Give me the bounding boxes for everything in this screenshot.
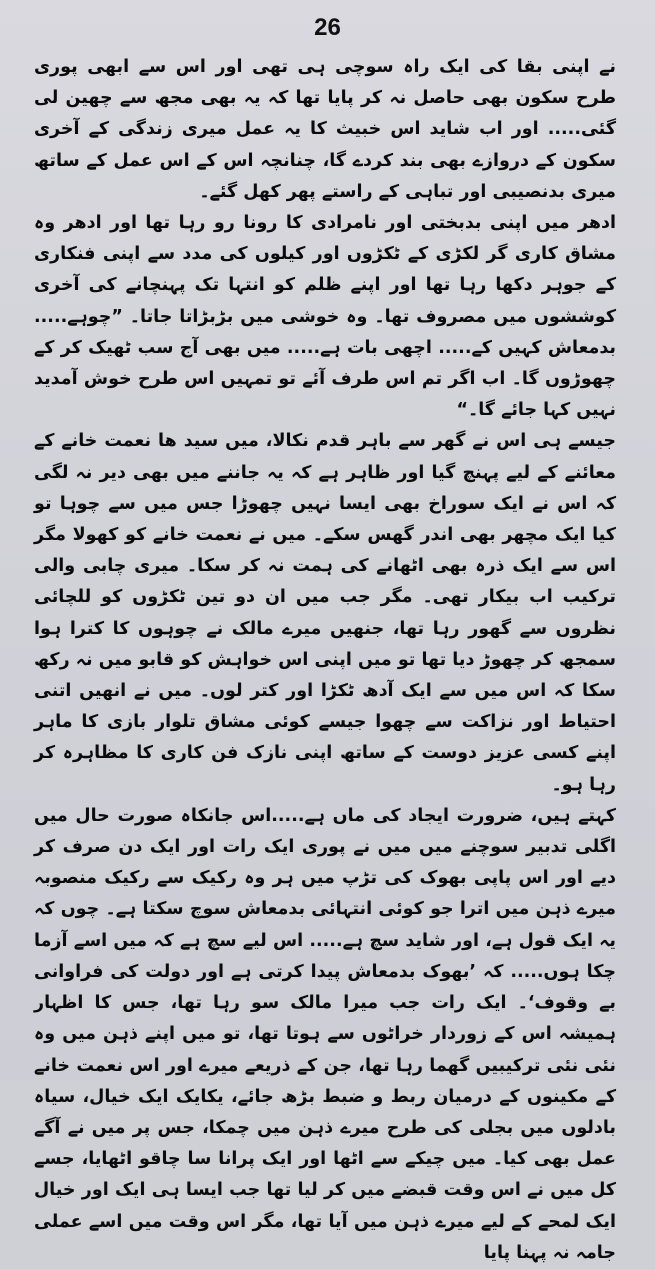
- paragraph-1: نے اپنی بقا کی ایک راہ سوچی ہی تھی اور اس سے ابھی پوری طرح سکون بھی حاصل نہ کر پایا تھا کہ یہ بھی مجھ سے چھین لی گئی..... اور اب شاید اس خبیث کا یہ عمل میری زندگی کے آخری سکون کے دروازے بھی بند کردے گا، چنانچہ اس کے اس عمل کے ساتھ میری بدنصیبی اور تباہی کے راستے پھر کھل گئے۔: [34, 57, 616, 202]
- paragraph-3: جیسے ہی اس نے گھر سے باہر قدم نکالا، میں سید ھا نعمت خانے کے معائنے کے لیے پہنچ گیا اور ظاہر ہے کہ یہ جاننے میں بھی دیر نہ لگی کہ اس نے ایک سوراخ بھی ایسا نہیں چھوڑا جس میں سے چوہا تو کیا ایک مچھر بھی اندر گھس سکے۔ میں نے نعمت خانے کو کھولا مگر اس سے ایک ذرہ بھی اٹھانے کی ہمت نہ کر سکا۔ میری چابی والی ترکیب اب بیکار تھی۔ مگر جب میں ان دو تین ٹکڑوں کو للچائی نظروں سے گھور رہا تھا، جنھیں میرے مالک نے چوہوں کا کترا ہوا سمجھ کر چھوڑ دیا تھا تو میں اپنی اس خواہش کو قابو میں نہ رکھ سکا کہ اس میں سے ایک آدھ ٹکڑا اور کتر لوں۔ میں نے انھیں اتنی احتیاط اور نزاکت سے چھوا جیسے کوئی مشاق تلوار بازی کا ماہر اپنے کسی عزیز دوست کے ساتھ اپنی نازک فن کاری کا مظاہرہ کر رہا ہو۔: [34, 431, 616, 795]
- paragraph-4: کہتے ہیں، ضرورت ایجاد کی ماں ہے.....اس جانکاہ صورت حال میں اگلی تدبیر سوچنے میں میں نے پوری ایک رات اور ایک دن صرف کر دیے اور اس پاپی بھوک کی تڑپ میں ہر وہ رکیک سے رکیک منصوبہ میرے ذہن میں اترا جو کوئی انتہائی بدمعاش سوچ سکتا ہے۔ چوں کہ یہ ایک قول ہے، اور شاید سچ ہے..... اس لیے سچ ہے کہ میں اسے آزما چکا ہوں..... کہ ’بھوک بدمعاش پیدا کرتی ہے اور دولت کی فراوانی بے وقوف‘۔ ایک رات جب میرا مالک سو رہا تھا، جس کا اظہار ہمیشہ اس کے زوردار خراٹوں سے ہوتا تھا، تو میں اپنے ذہن میں وہ نئی نئی ترکیبیں گھما رہا تھا، جن کے ذریعے میرے اور اس نعمت خانے کے مکینوں کے درمیان ربط و ضبط بڑھ جائے، یکایک ایک خیال، سیاہ بادلوں میں بجلی کی طرح میرے ذہن میں چمکا، جس پر میں نے آگے عمل بھی کیا۔ میں چیکے سے اٹھا اور ایک پرانا سا چاقو اٹھایا، جسے کل میں نے اس وقت قبضے میں کر لیا تھا جب ایسا ہی ایک اور خیال ایک لمحے کے لیے میرے ذہن میں آیا تھا، مگر اس وقت میں اسے عملی جامہ نہ پہنا پایا: [34, 805, 616, 1263]
- paragraph-2: ادھر میں اپنی بدبختی اور نامرادی کا رونا رو رہا تھا اور ادھر وہ مشاق کاری گر لکڑی کے ٹکڑوں اور کیلوں کی مدد سے اپنی فنکاری کے جوہر دکھا رہا تھا اور اپنے ظلم کو انتہا تک پہنچانے کی آخری کوششوں میں مصروف تھا۔ وہ خوشی میں بڑبڑاتا جاتا۔ ”چوہے..... بدمعاش کہیں کے..... اچھی بات ہے..... میں بھی آج سب ٹھیک کر کے چھوڑوں گا۔ اب اگر تم اس طرف آئے تو تمہیں اس طرح خوش آمدید نہیں کہا جائے گا۔“: [34, 213, 616, 421]
- page-body-text: [34, 52, 616, 1269]
- page-number: 26: [314, 14, 341, 41]
